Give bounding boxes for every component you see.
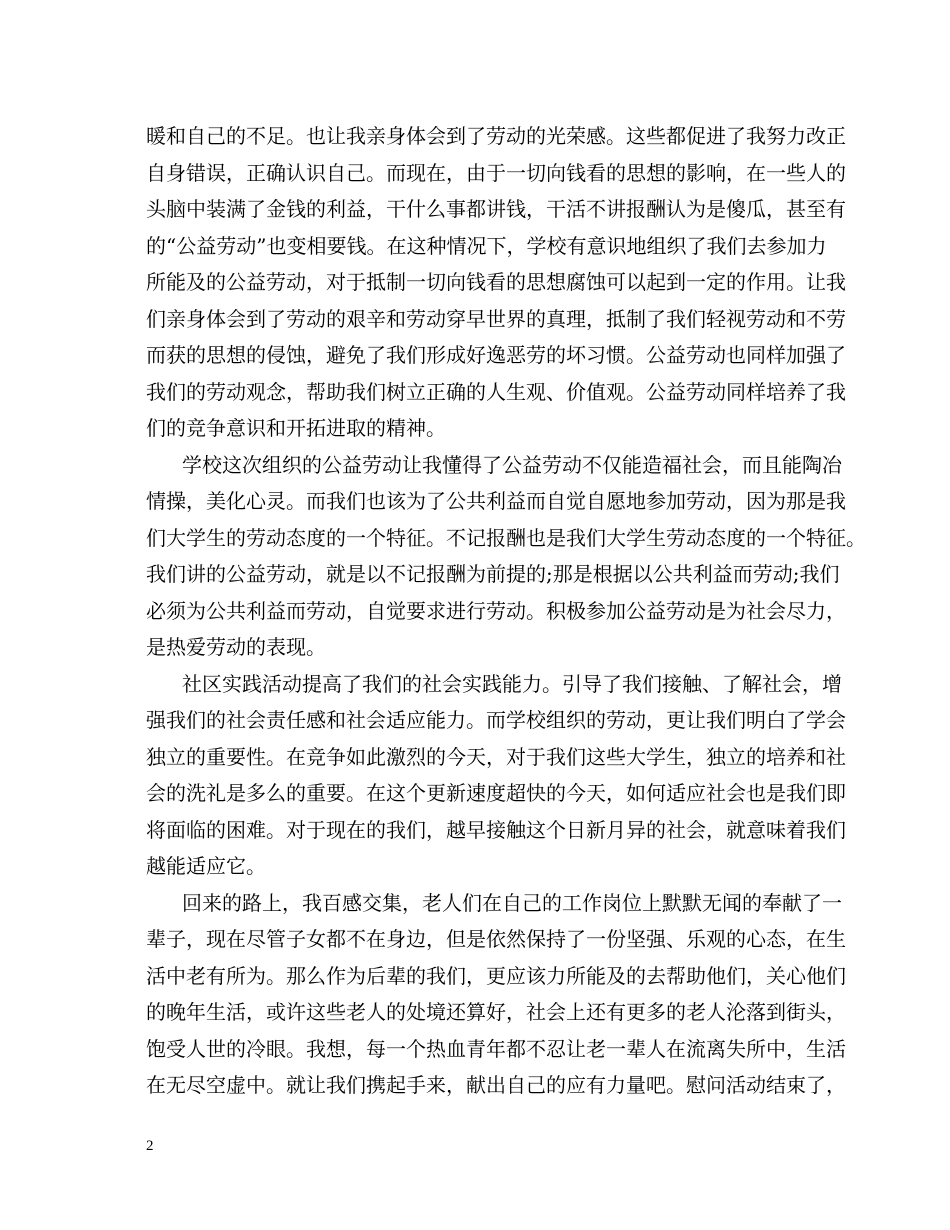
text-line: 在无尽空虚中。就让我们携起手来，献出自己的应有力量吧。慰问活动结束了， — [146, 1073, 846, 1097]
text-line: 饱受人世的冷眼。我想，每一个热血青年都不忍让老一辈人在流离失所中，生活 — [146, 1036, 846, 1061]
text-line: 会的洗礼是多么的重要。在这个更新速度超快的今天，如何适应社会也是我们即 — [146, 781, 846, 805]
text-line: 的“公益劳动”也变相要钱。在这种情况下，学校有意识地组织了我们去参加力 — [146, 233, 827, 258]
text-line: 所能及的公益劳动，对于抵制一切向钱看的思想腐蚀可以起到一定的作用。让我 — [146, 270, 846, 294]
text-line: 将面临的困难。对于现在的我们，越早接触这个日新月异的社会，就意味着我们 — [146, 817, 846, 842]
paragraph-first-line: 学校这次组织的公益劳动让我懂得了公益劳动不仅能造福社会，而且能陶冶 — [182, 452, 842, 477]
document-body — [146, 118, 866, 1104]
text-line: 头脑中装满了金钱的利益，干什么事都讲钱，干活不讲报酬认为是傻瓜，甚至有 — [146, 197, 846, 221]
text-line: 强我们的社会责任感和社会适应能力。而学校组织的劳动，更让我们明白了学会 — [146, 708, 846, 732]
text-line: 而获的思想的侵蚀，避免了我们形成好逸恶劳的坏习惯。公益劳动也同样加强了 — [146, 343, 846, 367]
text-line: 我们讲的公益劳动，就是以不记报酬为前提的;那是根据以公共利益而劳动;我们 — [146, 562, 840, 586]
text-line: 越能适应它。 — [146, 854, 266, 878]
text-line: 必须为公共利益而劳动，自觉要求进行劳动。积极参加公益劳动是为社会尽力， — [146, 598, 846, 623]
text-line: 们大学生的劳动态度的一个特征。不记报酬也是我们大学生劳动态度的一个特征。 — [146, 525, 866, 550]
text-line: 们亲身体会到了劳动的艰辛和劳动穿早世界的真理，抵制了我们轻视劳动和不劳 — [146, 306, 846, 331]
text-line: 独立的重要性。在竞争如此激烈的今天，对于我们这些大学生，独立的培养和社 — [146, 744, 846, 769]
paragraph-first-line: 社区实践活动提高了我们的社会实践能力。引导了我们接触、了解社会，增 — [182, 671, 842, 696]
text-line: 是热爱劳动的表现。 — [146, 635, 326, 659]
page-number: 2 — [146, 1138, 154, 1154]
text-line: 暖和自己的不足。也让我亲身体会到了劳动的光荣感。这些都促进了我努力改正 — [146, 124, 846, 148]
text-line: 们的竞争意识和开拓进取的精神。 — [146, 416, 446, 440]
text-line: 辈子，现在尽管子女都不在身边，但是依然保持了一份坚强、乐观的心态，在生 — [146, 927, 846, 951]
paragraph-first-line: 回来的路上，我百感交集，老人们在自己的工作岗位上默默无闻的奉献了一 — [182, 890, 842, 915]
text-line: 的晚年生活，或许这些老人的处境还算好，社会上还有更多的老人沦落到街头， — [146, 1000, 846, 1024]
text-line: 自身错误，正确认识自己。而现在，由于一切向钱看的思想的影响，在一些人的 — [146, 160, 846, 185]
text-line: 情操，美化心灵。而我们也该为了公共利益而自觉自愿地参加劳动，因为那是我 — [146, 489, 846, 513]
text-line: 我们的劳动观念，帮助我们树立正确的人生观、价值观。公益劳动同样培养了我 — [146, 379, 846, 404]
text-line: 活中老有所为。那么作为后辈的我们，更应该力所能及的去帮助他们，关心他们 — [146, 963, 846, 988]
